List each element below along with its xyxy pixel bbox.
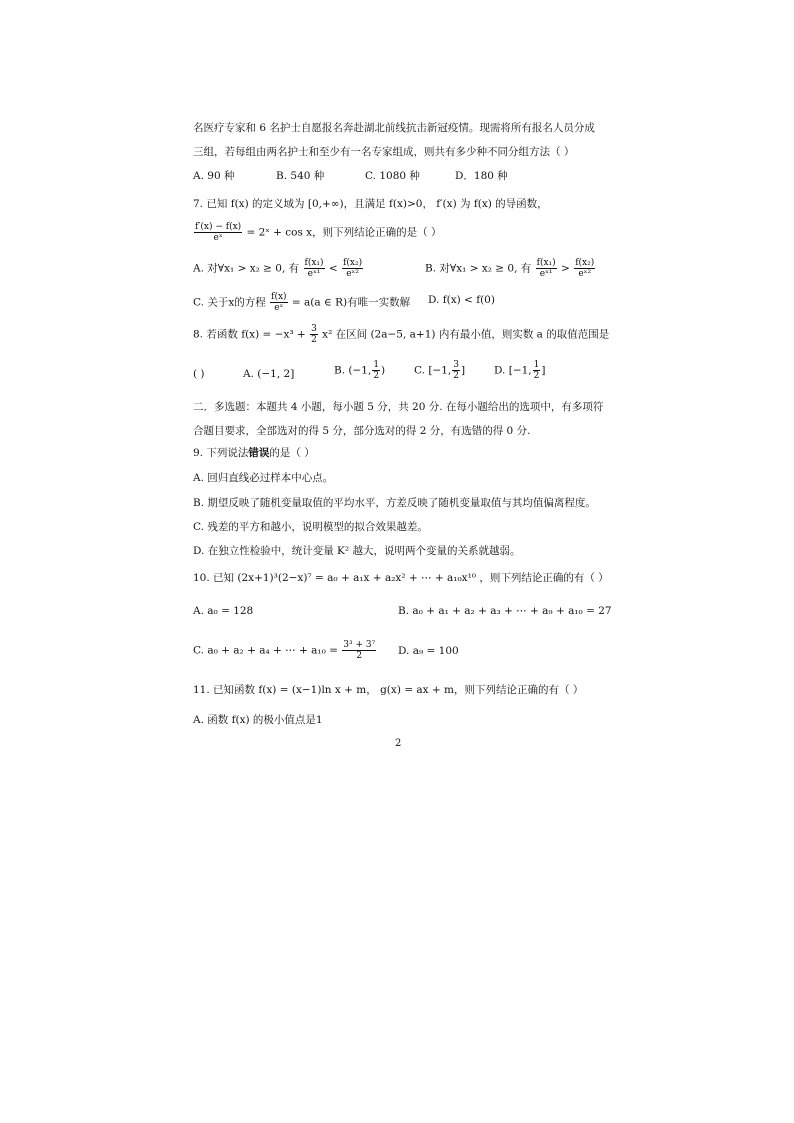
q7-option-a-den2: eˣ² xyxy=(346,269,359,279)
q8-fraction xyxy=(310,324,318,345)
q7-option-b-frac2 xyxy=(574,258,595,279)
q7-option-a-text: A. 对∀x₁ > x₂ ≥ 0, 有 xyxy=(193,262,300,275)
q7-option-a-frac2 xyxy=(342,258,363,279)
q7-option-c-num: f(x) xyxy=(271,292,287,302)
q7-option-c-den: eˣ xyxy=(274,303,284,313)
q7-option-a-num1: f(x₁) xyxy=(304,258,324,268)
q7-fraction xyxy=(194,222,242,243)
q7-line1: 7. 已知 f(x) 的定义域为 [0,+∞)，且满足 f(x)>0， f′(x) 为 f(x) 的导函数， xyxy=(193,198,548,210)
page-number: 2 xyxy=(395,738,402,749)
q7-option-a-num2: f(x₂) xyxy=(343,258,363,268)
q10-option-d: D. a₉ = 100 xyxy=(398,645,459,657)
q10-stem: 10. 已知 (2x+1)³(2−x)⁷ = a₀ + a₁x + a₂x² + ⋯ + a₁₀x¹⁰ ，则下列结论正确的有（ ） xyxy=(193,572,609,584)
q7-fraction-numerator: f′(x) − f(x) xyxy=(195,222,242,232)
q7-option-b-num1: f(x₁) xyxy=(536,258,556,268)
q7-option-b-text: B. 对∀x₁ > x₂ ≥ 0, 有 xyxy=(425,262,532,275)
q7-option-a-den1: eˣ¹ xyxy=(307,269,321,279)
q7-option-a xyxy=(193,258,364,279)
q8-option-b-frac xyxy=(372,360,380,381)
q10-option-b: B. a₀ + a₁ + a₂ + a₃ + ⋯ + a₉ + a₁₀ = 27 xyxy=(398,605,612,617)
q7-option-b-den1: eˣ¹ xyxy=(539,269,553,279)
q8-paren: ( ) xyxy=(193,368,205,380)
q6-line1: 名医疗专家和 6 名护士自愿报名奔赴湖北前线抗击新冠疫情。现需将所有报名人员分成 xyxy=(193,122,595,134)
q8-text-tail: x² 在区间 (2a−5, a+1) 内有最小值，则实数 a 的取值范围是 xyxy=(322,328,610,341)
q8-num: 3 xyxy=(311,324,317,334)
q7-option-a-relation: < xyxy=(328,262,338,275)
q7-line2 xyxy=(193,222,441,243)
q7-option-b-num2: f(x₂) xyxy=(575,258,595,268)
q9-stem-pre: 9. 下列说法 xyxy=(193,447,249,459)
q7-option-b-relation: > xyxy=(561,262,570,275)
q7-option-b-den2: eˣ² xyxy=(578,269,592,279)
q8-option-b-post: ) xyxy=(381,364,386,377)
q8-option-c-post: ] xyxy=(460,364,466,377)
q8-option-d-pre: D. [−1, xyxy=(494,364,532,377)
q8-text-pre: 8. 若函数 f(x) = −x³ + xyxy=(193,328,306,341)
q6-option-c: C. 1080 种 xyxy=(365,170,420,182)
q8-option-d-post: ] xyxy=(541,364,546,377)
q10-option-c-frac xyxy=(342,640,376,661)
q7-option-b xyxy=(425,258,596,279)
q9-option-b: B. 期望反映了随机变量取值的平均水平，方差反映了随机变量取值与其均值偏离程度。 xyxy=(193,497,596,509)
q8-option-d-num: 1 xyxy=(533,360,540,370)
q8-option-d-den: 2 xyxy=(533,371,540,381)
q8-option-c-num: 3 xyxy=(453,360,459,370)
q7-option-c-text: C. 关于x的方程 xyxy=(193,296,266,309)
q11-stem: 11. 已知函数 f(x) = (x−1)ln x + m， g(x) = ax + m，则下列结论正确的有（ ） xyxy=(193,684,584,696)
q10-option-c-pre: C. a₀ + a₂ + a₄ + ⋯ + a₁₀ = xyxy=(193,644,338,657)
q7-line2-tail: = 2ˣ + cos x，则下列结论正确的是（ ） xyxy=(246,226,442,239)
q6-line2: 三组，若每组由两名护士和至少有一名专家组成，则共有多少种不同分组方法（ ） xyxy=(193,146,575,158)
q9-stem-post: 的是（ ） xyxy=(269,447,315,459)
q9-stem xyxy=(193,445,315,461)
q10-option-a: A. a₀ = 128 xyxy=(193,605,254,617)
q8-option-b xyxy=(334,360,385,381)
q10-option-c xyxy=(193,640,377,661)
q6-option-a: A. 90 种 xyxy=(193,170,235,182)
q9-option-c: C. 残差的平方和越小，说明模型的拟合效果越差。 xyxy=(193,521,428,533)
q7-option-c-frac xyxy=(270,292,287,313)
q8-option-c xyxy=(414,360,465,381)
q9-stem-emphasis: 错误 xyxy=(248,447,270,459)
q11-option-a: A. 函数 f(x) 的极小值点是1 xyxy=(193,714,323,726)
q6-option-b: B. 540 种 xyxy=(276,170,325,182)
q7-option-a-frac1 xyxy=(304,258,325,279)
q6-option-d: D．180 种 xyxy=(455,170,508,182)
q9-option-a: A. 回归直线必过样本中心点。 xyxy=(193,472,334,484)
q8-line1 xyxy=(193,324,609,345)
q8-option-a: A. (−1, 2] xyxy=(243,368,295,380)
q7-fraction-denominator: eˣ xyxy=(213,233,223,243)
q10-option-c-den: 2 xyxy=(356,651,363,661)
q7-option-b-frac1 xyxy=(536,258,557,279)
q7-option-c xyxy=(193,292,410,313)
q8-option-c-frac xyxy=(452,360,460,381)
q7-option-d: D. f(x) < f(0) xyxy=(428,294,495,306)
q8-option-b-pre: B. (−1, xyxy=(334,364,372,377)
q8-option-b-den: 2 xyxy=(373,371,380,381)
q9-option-d: D. 在独立性检验中，统计变量 K² 越大，说明两个变量的关系就越弱。 xyxy=(193,545,521,557)
section2-line1: 二．多选题：本题共 4 小题，每小题 5 分，共 20 分. 在每小题给出的选项中，有多项符 xyxy=(193,401,604,413)
q10-option-c-num: 3³ + 3⁷ xyxy=(343,640,376,650)
q8-den: 2 xyxy=(311,335,317,345)
section2-line2: 合题目要求，全部选对的得 5 分，部分选对的得 2 分，有选错的得 0 分. xyxy=(193,425,531,437)
q8-option-c-pre: C. [−1, xyxy=(414,364,452,377)
q8-option-d xyxy=(494,360,545,381)
q8-option-b-num: 1 xyxy=(373,360,380,370)
q8-option-d-frac xyxy=(533,360,541,381)
q7-option-c-tail: = a(a ∈ R)有唯一实数解 xyxy=(291,296,411,309)
q8-option-c-den: 2 xyxy=(453,371,459,381)
